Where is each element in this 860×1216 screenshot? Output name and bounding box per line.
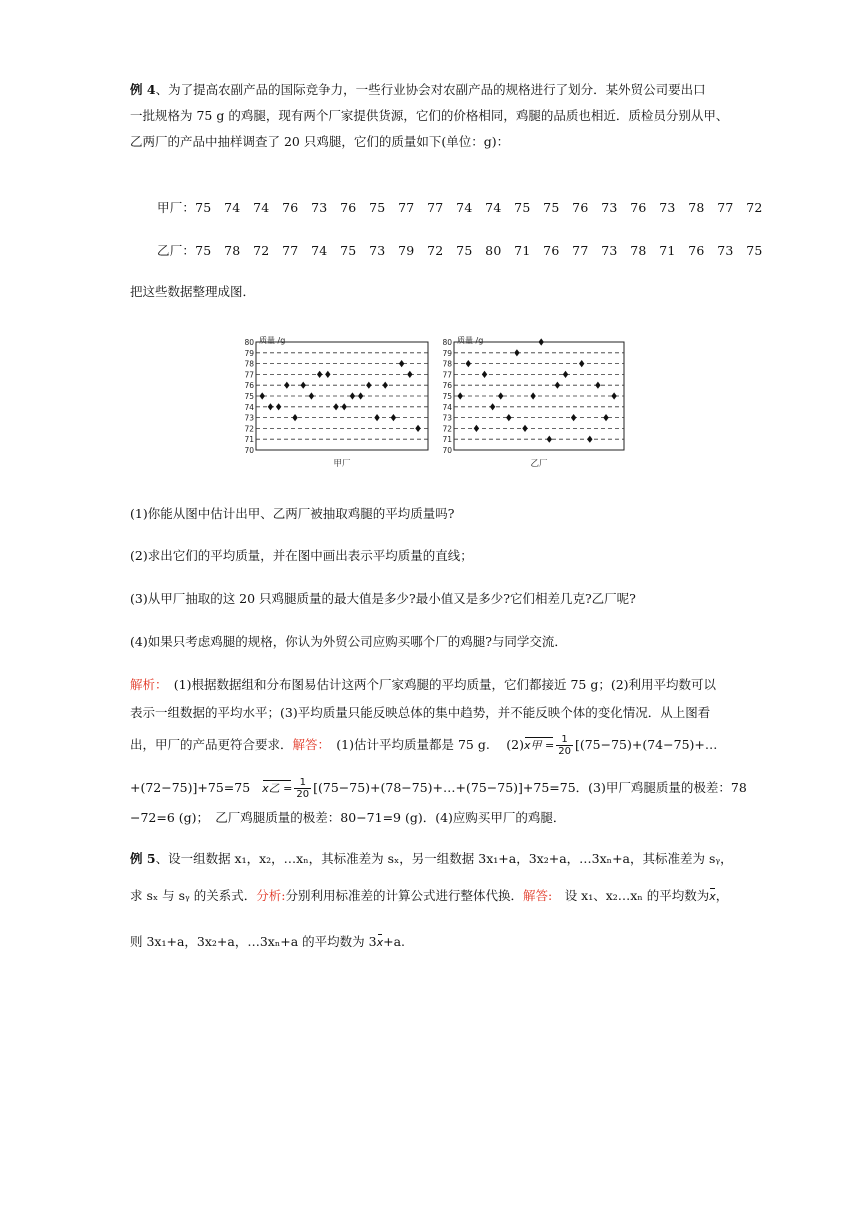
data-point <box>350 392 355 399</box>
data-point <box>587 436 592 443</box>
data-point <box>555 382 560 389</box>
data-point <box>474 425 479 432</box>
ex5-analysis-label: 分析: <box>256 888 286 903</box>
tick-label: 77 <box>442 370 452 380</box>
data-point <box>571 414 576 421</box>
tick-label: 73 <box>442 413 452 423</box>
fraction-numerator: 1 <box>294 777 311 789</box>
data-point <box>325 371 330 378</box>
answer-text-1: (1)估计平均质量都是 75 g. (2) <box>323 737 524 752</box>
analysis-line-5: −72=6 (g)； 乙厂鸡腿质量的极差：80−71=9 (g)．(4)应购买甲厂的鸡腿． <box>130 810 566 825</box>
ex5-label: 例 5 <box>130 851 156 866</box>
y-axis-label: 质量 /g <box>457 336 484 345</box>
y-axis-label: 质量 /g <box>259 336 286 345</box>
mean-x-symbol: x <box>709 890 716 903</box>
ex5-text-1: 、设一组数据 x₁，x₂，…xₙ，其标准差为 sₓ，另一组数据 3x₁+a，3x₂+a，…3xₙ+a，其标准差为 sᵧ， <box>155 851 733 866</box>
data-point <box>292 414 297 421</box>
data-point <box>595 382 600 389</box>
tick-label: 75 <box>244 392 254 401</box>
jia-values: 75 74 74 76 73 76 75 77 77 74 74 75 75 76 73 76 73 78 77 72 <box>195 200 763 215</box>
ex4-text-1: 、为了提高农副产品的国际竞争力，一些行业协会对农副产品的规格进行了划分．某外贸公司要出口 <box>155 82 706 97</box>
tick-label: 79 <box>244 348 254 358</box>
answer-text-4: [(75−75)+(78−75)+…+(75−75)]+75=75．(3)甲厂鸡腿质量的极差：78 <box>313 780 747 795</box>
data-point <box>482 371 487 378</box>
fraction-1-20 <box>556 734 573 757</box>
analysis-line-3 <box>130 734 717 757</box>
ex4-label: 例 4 <box>130 82 156 97</box>
tick-label: 72 <box>442 424 452 434</box>
tick-label: 70 <box>442 446 452 455</box>
analysis-label: 解析： <box>130 677 162 692</box>
tick-label: 77 <box>244 370 254 380</box>
tick-label: 74 <box>244 402 254 412</box>
mean-yi-symbol: x乙 = <box>262 782 293 795</box>
mean-x-symbol-2: x <box>376 936 384 949</box>
tick-label: 76 <box>244 381 254 391</box>
data-point <box>490 403 495 410</box>
analysis-line-1 <box>130 677 716 693</box>
x-axis-label: 甲厂 <box>333 459 351 469</box>
data-point <box>333 403 338 410</box>
data-point <box>391 414 396 421</box>
question-3: (3)从甲厂抽取的这 20 只鸡腿质量的最大值是多少?最小值又是多少?它们相差几克?乙厂呢? <box>130 591 636 606</box>
analysis-line-4 <box>130 777 747 800</box>
data-point <box>539 338 544 345</box>
data-point <box>276 403 281 410</box>
answer-text-3: +(72−75)]+75=75 <box>130 780 251 795</box>
tick-label: 78 <box>442 359 452 369</box>
ex5-answer-text: 设 x₁、x₂…xₙ 的平均数为 <box>552 888 710 903</box>
tick-label: 76 <box>442 381 452 391</box>
question-2: (2)求出它们的平均质量，并在图中画出表示平均质量的直线； <box>130 548 473 563</box>
data-point <box>383 382 388 389</box>
data-point <box>458 392 463 399</box>
analysis-text-1: (1)根据数据组和分布图易估计这两个厂家鸡腿的平均质量，它们都接近 75 g；(2)利用平均数可以 <box>161 677 717 692</box>
tick-label: 74 <box>442 402 452 412</box>
ex5-paragraph-line-1 <box>130 851 733 867</box>
fraction-1-20-b <box>294 777 311 800</box>
jia-label: 甲厂： <box>157 200 196 215</box>
ex5-text-2: 求 sₓ 与 sᵧ 的关系式． <box>130 888 257 903</box>
tick-label: 79 <box>442 348 452 358</box>
tick-label: 70 <box>244 446 254 455</box>
jia-data-row <box>157 198 763 216</box>
data-point <box>611 392 616 399</box>
ex4-paragraph-line-1 <box>130 82 706 98</box>
data-point <box>415 425 420 432</box>
tick-label: 80 <box>442 338 452 347</box>
ex5-paragraph-line-2 <box>130 888 728 905</box>
ex4-paragraph-line-3: 乙两厂的产品中抽样调查了 20 只鸡腿，它们的质量如下(单位：g)： <box>130 134 510 149</box>
tick-label: 75 <box>442 392 452 401</box>
tick-label: 72 <box>244 424 254 434</box>
yi-label: 乙厂： <box>157 243 196 258</box>
data-point <box>579 360 584 367</box>
analysis-line-2: 表示一组数据的平均水平；(3)平均质量只能反映总体的集中趋势，并不能反映个体的变化情况．从上图看 <box>130 705 711 720</box>
data-point <box>514 349 519 356</box>
data-point <box>366 382 371 389</box>
data-point <box>407 371 412 378</box>
fraction-denominator: 20 <box>558 746 571 757</box>
data-point <box>358 392 363 399</box>
data-point <box>342 403 347 410</box>
x-axis-label: 乙厂 <box>530 459 548 469</box>
ex5-analysis-text: 分别利用标准差的计算公式进行整体代换． <box>285 888 523 903</box>
ex5-answer-label: 解答: <box>522 888 553 903</box>
yi-values: 75 78 72 77 74 75 73 79 72 75 80 71 76 77 73 78 71 76 73 75 <box>195 243 763 258</box>
data-point <box>563 371 568 378</box>
data-point <box>260 392 265 399</box>
ex5-text-4: +a. <box>383 934 406 949</box>
mean-jia-symbol: x甲 = <box>524 739 555 752</box>
ex5-text-3: 则 3x₁+a，3x₂+a，…3xₙ+a 的平均数为 3 <box>130 934 377 949</box>
data-point <box>374 414 379 421</box>
data-point <box>498 392 503 399</box>
scatter-charts <box>238 333 638 473</box>
tick-label: 80 <box>244 338 254 347</box>
answer-text-2: [(75−75)+(74−75)+… <box>574 737 718 752</box>
fraction-denominator: 20 <box>296 789 310 800</box>
data-point <box>309 392 314 399</box>
analysis-text-3: 出，甲厂的产品更符合要求． <box>130 737 293 752</box>
fraction-numerator: 1 <box>556 734 573 746</box>
tick-label: 78 <box>244 359 254 369</box>
ex5-paragraph-line-3 <box>130 934 405 951</box>
data-point <box>603 414 608 421</box>
data-point <box>317 371 322 378</box>
ex4-paragraph-line-2: 一批规格为 75 g 的鸡腿，现有两个厂家提供货源，它们的价格相同，鸡腿的品质也相近．质检员分别从甲、 <box>130 108 729 123</box>
tick-label: 71 <box>244 435 254 445</box>
data-point <box>399 360 404 367</box>
question-1: (1)你能从图中估计出甲、乙两厂被抽取鸡腿的平均质量吗? <box>130 506 455 521</box>
ex4-paragraph-line-4: 把这些数据整理成图． <box>130 284 256 299</box>
yi-data-row <box>157 241 763 259</box>
data-point <box>547 436 552 443</box>
answer-label: 解答： <box>292 737 324 752</box>
data-point <box>522 425 527 432</box>
question-4: (4)如果只考虑鸡腿的规格，你认为外贸公司应购买哪个厂的鸡腿?与同学交流． <box>130 634 567 649</box>
data-point <box>284 382 289 389</box>
data-point <box>268 403 273 410</box>
ex5-comma: ， <box>715 888 729 903</box>
data-point <box>466 360 471 367</box>
tick-label: 73 <box>244 413 254 423</box>
data-point <box>301 382 306 389</box>
data-point <box>530 392 535 399</box>
tick-label: 71 <box>442 435 452 445</box>
data-point <box>506 414 511 421</box>
